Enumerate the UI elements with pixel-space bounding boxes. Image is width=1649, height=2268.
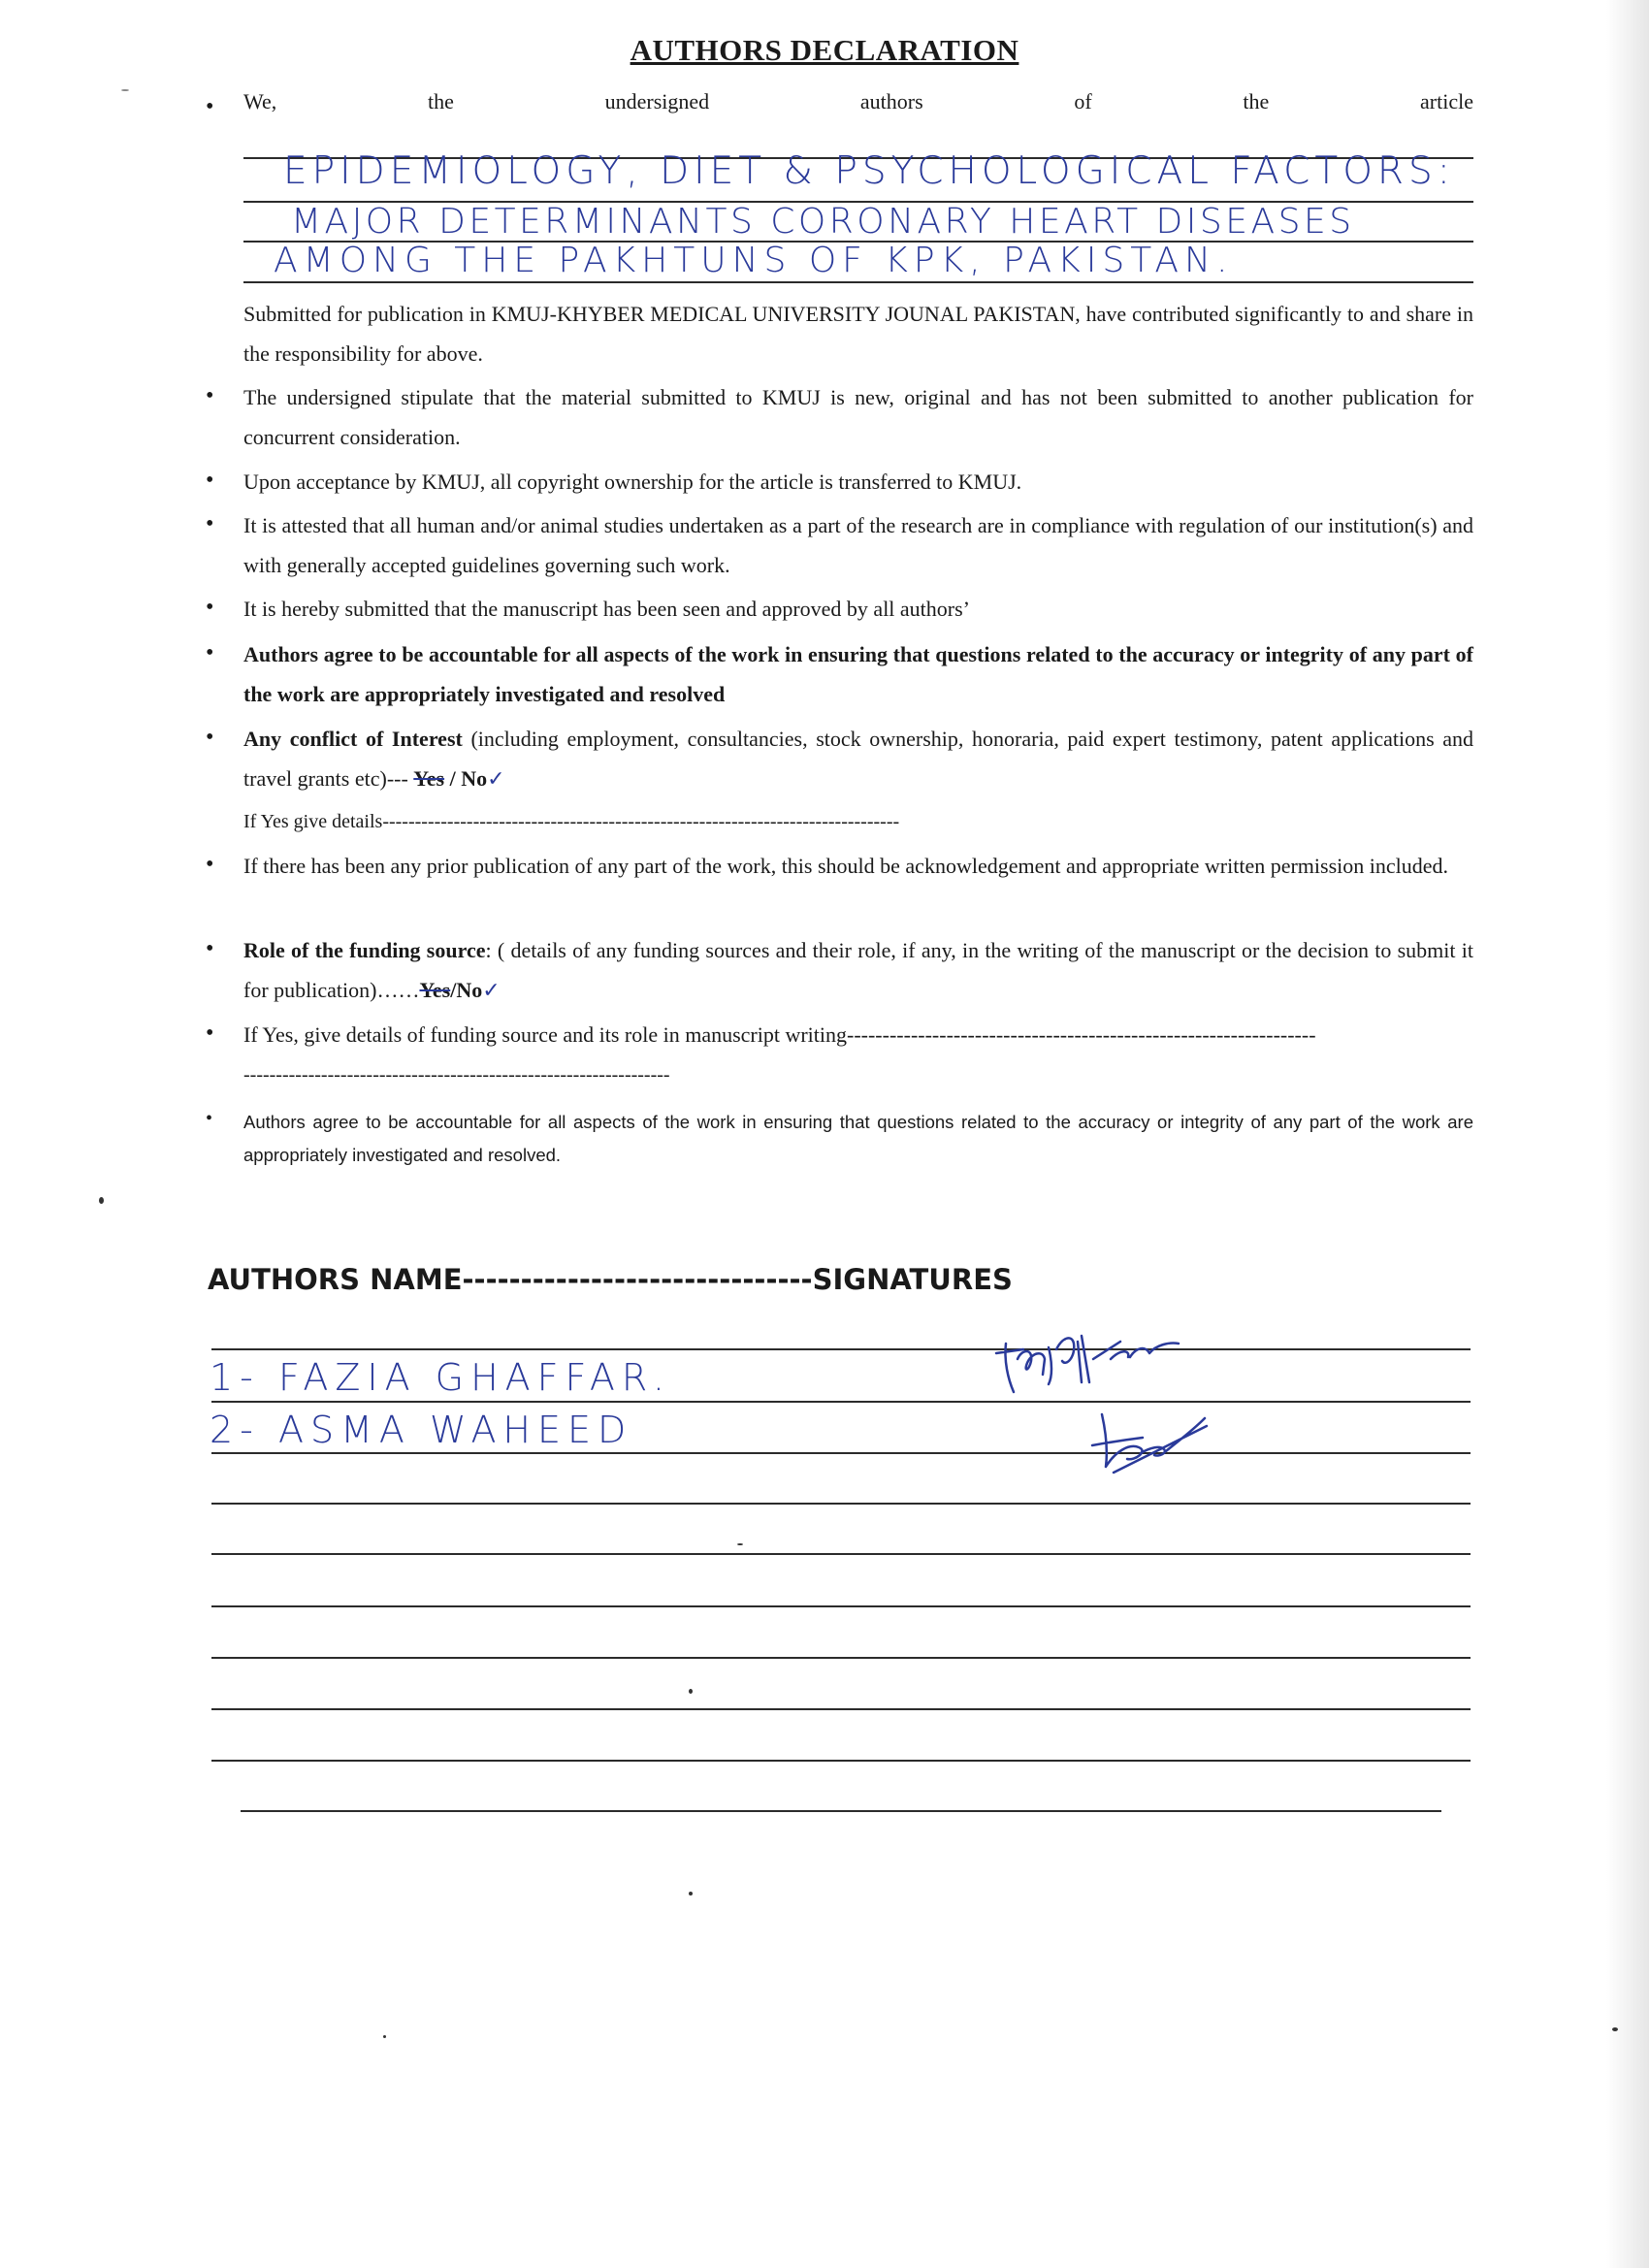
page-title: AUTHORS DECLARATION: [630, 33, 1019, 67]
conflict-no-option: No: [461, 766, 488, 791]
conflict-label: Any conflict of Interest: [243, 727, 463, 751]
author-line: [211, 1657, 1471, 1659]
funding-text: : ( details of any funding sources and their role, if any, in the writing of the manuscript or the decision to submit it for publication)……: [243, 938, 1473, 1002]
author-line: [241, 1810, 1441, 1812]
author-line: [211, 1348, 1471, 1350]
clause-prior-publication: If there has been any prior publication of any part of the work, this should be acknowledgement and appropriate written permission included.: [243, 854, 1449, 878]
we-word: authors: [859, 89, 923, 113]
bullet: •: [206, 1108, 213, 1129]
we-word: of: [1074, 89, 1092, 113]
funding-details-line-1: If Yes, give details of funding source and its role in manuscript writing------------------------------------------------------------------: [243, 1022, 1316, 1047]
clause-conflict: [243, 719, 1473, 799]
clause-accountable-bold: Authors agree to be accountable for all aspects of the work in ensuring that questions related to the accuracy or integrity of any part of the work are appropriately investigated and resolved: [243, 642, 1473, 706]
scan-speck: [383, 2035, 386, 2038]
submitted-statement: Submitted for publication in KMUJ-KHYBER MEDICAL UNIVERSITY JOUNAL PAKISTAN, have contributed significantly to and share in the responsibility for above.: [243, 302, 1473, 366]
signature-1-icon: [985, 1314, 1208, 1407]
bullet: •: [206, 94, 214, 119]
we-word: undersigned: [604, 89, 710, 113]
conflict-separator: /: [444, 766, 462, 791]
conflict-details-line: If Yes give details--------------------------------------------------------------------------------: [243, 811, 900, 832]
conflict-yes-option: Yes: [413, 766, 445, 791]
signature-2-icon: [1084, 1397, 1220, 1484]
bullet: •: [206, 725, 214, 750]
funding-details-line-2: ------------------------------------------------------------------: [243, 1064, 670, 1085]
check-mark-icon: ✓: [482, 979, 501, 1003]
authors-heading: AUTHORS NAME------------------------------SIGNATURES: [208, 1263, 1013, 1296]
bullet: •: [206, 640, 214, 665]
check-mark-icon: ✓: [487, 767, 505, 792]
handwritten-title-line-1: EPIDEMIOLOGY, DIET & PSYCHOLOGICAL FACTORS:: [283, 149, 1455, 193]
clause-new-original: The undersigned stipulate that the material submitted to KMUJ is new, original and has not been submitted to another publication for concurrent consideration.: [243, 385, 1473, 449]
we-statement: [243, 89, 1473, 114]
bullet: •: [206, 511, 214, 536]
scan-speck: [689, 1892, 693, 1895]
we-word: We,: [243, 89, 277, 113]
bullet: •: [206, 468, 214, 493]
handwritten-title-line-3: AMONG THE PAKHTUNS OF KPK, PAKISTAN.: [274, 241, 1234, 280]
bullet: •: [206, 595, 214, 620]
handwritten-title-line-2: MAJOR DETERMINANTS CORONARY HEART DISEASES: [291, 202, 1355, 242]
clause-copyright: Upon acceptance by KMUJ, all copyright ownership for the article is transferred to KMUJ.: [243, 470, 1022, 494]
author-name-1: 1- FAZIA GHAFFAR.: [210, 1356, 672, 1399]
bullet: •: [206, 936, 214, 961]
author-line: [211, 1708, 1471, 1710]
clause-accountable-sans: Authors agree to be accountable for all aspects of the work in ensuring that questions related to the accuracy or integrity of any part of the work are appropriately investigated and resolved.: [243, 1112, 1473, 1165]
clause-approved: It is hereby submitted that the manuscript has been seen and approved by all authors’: [243, 597, 971, 621]
we-word: the: [1243, 89, 1270, 113]
clause-funding: [243, 930, 1473, 1011]
clause-studies: It is attested that all human and/or animal studies undertaken as a part of the research are in compliance with regulation of our institution(s) and with generally accepted guidelines governing such work.: [243, 513, 1473, 577]
we-word: the: [428, 89, 454, 113]
we-word: article: [1420, 89, 1473, 113]
bullet: •: [206, 383, 214, 408]
author-line: [211, 1553, 1471, 1555]
title-line: [243, 281, 1473, 283]
author-line: [211, 1401, 1471, 1403]
author-line: [211, 1452, 1471, 1454]
scan-speck: [1612, 2027, 1618, 2031]
author-line: [211, 1605, 1471, 1607]
scan-speck: [737, 1543, 743, 1545]
funding-separator: /: [450, 978, 457, 1002]
bullet: •: [206, 1021, 214, 1046]
scan-edge-shadow: [1606, 0, 1649, 2268]
author-line: [211, 1503, 1471, 1505]
scan-speck: [99, 1197, 104, 1204]
funding-no-option: No: [456, 978, 483, 1002]
scan-speck: [121, 89, 129, 91]
scan-speck: [689, 1689, 693, 1694]
author-name-2: 2- ASMA WAHEED: [210, 1409, 633, 1451]
bullet: •: [206, 852, 214, 877]
conflict-text: (including employment, consultancies, stock ownership, honoraria, paid expert testimony, patent applications and travel grants etc)---: [243, 727, 1474, 791]
funding-label: Role of the funding source: [243, 938, 486, 962]
funding-yes-option: Yes: [419, 978, 451, 1002]
author-line: [211, 1760, 1471, 1762]
